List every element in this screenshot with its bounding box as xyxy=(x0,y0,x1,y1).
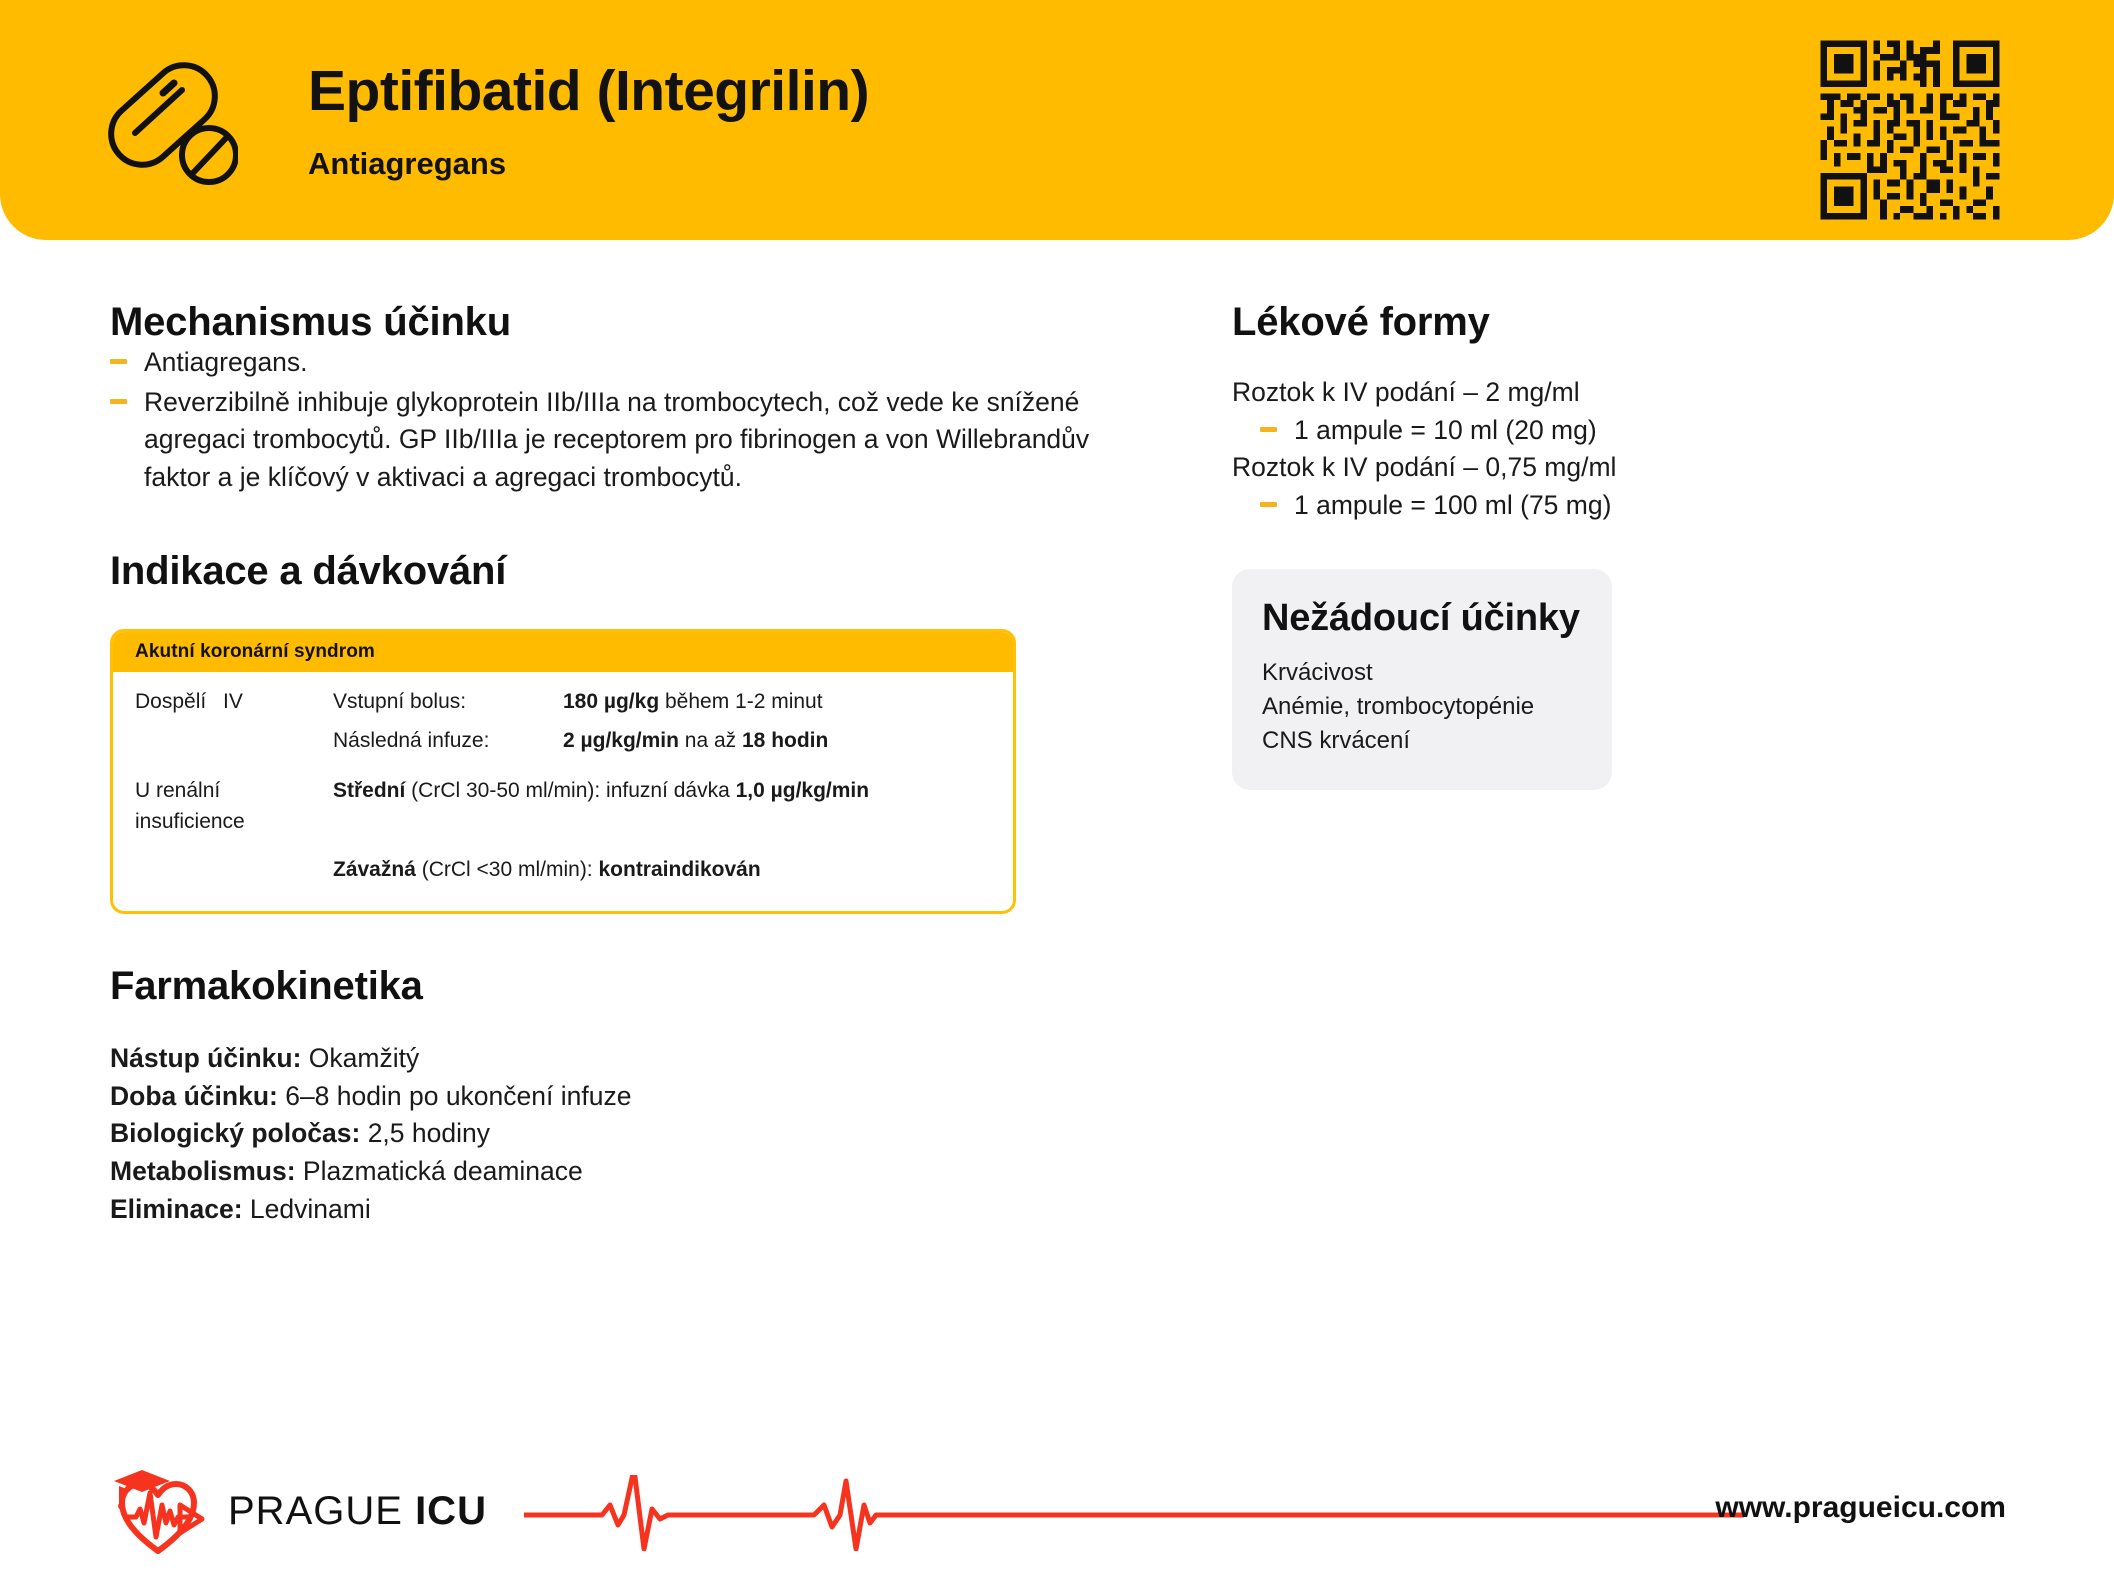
table-row xyxy=(113,854,1013,886)
table-cell-label: Vstupní bolus: xyxy=(333,689,467,713)
page-header xyxy=(0,0,2114,240)
dose-bold: 180 µg/kg xyxy=(563,689,660,713)
brand-wordmark xyxy=(228,1489,487,1534)
adverse-effects-card xyxy=(1232,569,1612,790)
list-item xyxy=(110,1191,1120,1229)
pk-key: Eliminace: xyxy=(110,1193,243,1224)
adverse-effects-heading: Nežádoucí účinky xyxy=(1262,596,1580,639)
qr-code-icon[interactable] xyxy=(1814,34,2006,226)
drug-form-sublist xyxy=(1260,487,1932,525)
heart-ecg-graduation-cap-icon xyxy=(108,1465,208,1557)
list-item: Reverzibilně inhibuje glykoprotein IIb/IIIa na trombocytech, což vede ke snížené agregaci trombocytů. GP IIb/IIIa je receptorem pro fibrinogen a von Willebrandův faktor a je klíčový v aktivaci a agregaci trombocytů. xyxy=(110,384,1120,497)
table-cell-value xyxy=(333,775,869,807)
list-item xyxy=(110,1115,1120,1153)
ecg-line-divider xyxy=(524,1475,1744,1551)
dose-rest: na až xyxy=(678,729,742,752)
pk-key: Doba účinku: xyxy=(110,1080,278,1111)
pk-value: Ledvinami xyxy=(242,1193,371,1224)
drug-form-sublist xyxy=(1260,412,1932,450)
drug-form-head: Roztok k IV podání – 0,75 mg/ml xyxy=(1232,452,1617,483)
pk-value: 6–8 hodin po ukončení infuze xyxy=(277,1080,632,1111)
mechanism-heading: Mechanismus účinku xyxy=(110,300,511,344)
website-url[interactable]: www.pragueicu.com xyxy=(1715,1491,2006,1524)
right-column xyxy=(1232,300,1932,790)
dose-rest: během 1-2 minut xyxy=(659,689,823,713)
renal-mid: (CrCl 30-50 ml/min): infuzní dávka xyxy=(405,778,736,802)
list-item xyxy=(110,1153,1120,1191)
drug-forms-list xyxy=(1232,374,1932,525)
renal-bold-end: 1,0 µg/kg/min xyxy=(735,778,870,802)
list-item: 1 ampule = 100 ml (75 mg) xyxy=(1260,487,1932,525)
dosing-table-body xyxy=(113,672,1013,912)
table-row xyxy=(113,686,1013,718)
pharmacokinetics-block xyxy=(110,964,1120,1228)
table-cell-value xyxy=(333,854,761,886)
page-title: Eptifibatid (Integrilin) xyxy=(308,59,870,123)
header-titles xyxy=(308,59,870,182)
renal-bold-start: Závažná xyxy=(333,857,416,881)
list-item: Krvácivost xyxy=(1262,658,1373,686)
pk-key: Nástup účinku: xyxy=(110,1043,302,1073)
renal-mid: (CrCl <30 ml/min): xyxy=(415,857,599,881)
list-item: Anémie, trombocytopénie xyxy=(1262,692,1535,720)
drug-form-head: Roztok k IV podání – 2 mg/ml xyxy=(1232,377,1580,407)
dosing-table-title: Akutní koronární syndrom xyxy=(113,632,1013,672)
indications-heading: Indikace a dávkování xyxy=(110,548,507,593)
renal-bold-start: Střední xyxy=(333,778,406,802)
table-row xyxy=(113,725,1013,757)
list-item: 1 ampule = 10 ml (20 mg) xyxy=(1260,412,1932,450)
pk-value: Plazmatická deaminace xyxy=(295,1155,583,1186)
dose-bold-2: 18 hodin xyxy=(742,729,829,752)
pk-value: 2,5 hodiny xyxy=(360,1118,490,1149)
mechanism-list xyxy=(110,344,1120,497)
left-column xyxy=(110,300,1120,1228)
drug-class-subtitle: Antiagregans xyxy=(308,145,507,181)
dose-bold: 2 µg/kg/min xyxy=(563,729,679,752)
renal-bold-end: kontraindikován xyxy=(598,857,761,881)
drug-forms-heading: Lékové formy xyxy=(1232,300,1490,344)
table-cell-route: IV xyxy=(223,689,243,713)
table-cell-value xyxy=(563,725,828,757)
table-row xyxy=(113,775,1013,838)
list-item: Antiagregans. xyxy=(110,344,1120,382)
brand-primary: PRAGUE xyxy=(228,1489,403,1533)
list-item xyxy=(110,1078,1120,1116)
table-cell-label: Následná infuze: xyxy=(333,729,490,752)
pk-value: Okamžitý xyxy=(301,1043,420,1073)
table-cell-value xyxy=(563,686,823,718)
list-item: CNS krvácení xyxy=(1262,726,1411,754)
page-footer xyxy=(0,1437,2114,1587)
table-cell-population: U renální insuficience xyxy=(135,778,245,833)
dosing-table xyxy=(110,629,1016,915)
pk-key: Metabolismus: xyxy=(110,1155,296,1186)
pharmacokinetics-list xyxy=(110,1040,1120,1228)
table-cell-population: Dospělí xyxy=(135,689,207,713)
brand-secondary: ICU xyxy=(415,1489,487,1533)
list-item xyxy=(110,1040,1120,1078)
pk-key: Biologický poločas: xyxy=(110,1118,361,1149)
pill-capsule-icon xyxy=(108,60,238,185)
pharmacokinetics-heading: Farmakokinetika xyxy=(110,964,423,1008)
